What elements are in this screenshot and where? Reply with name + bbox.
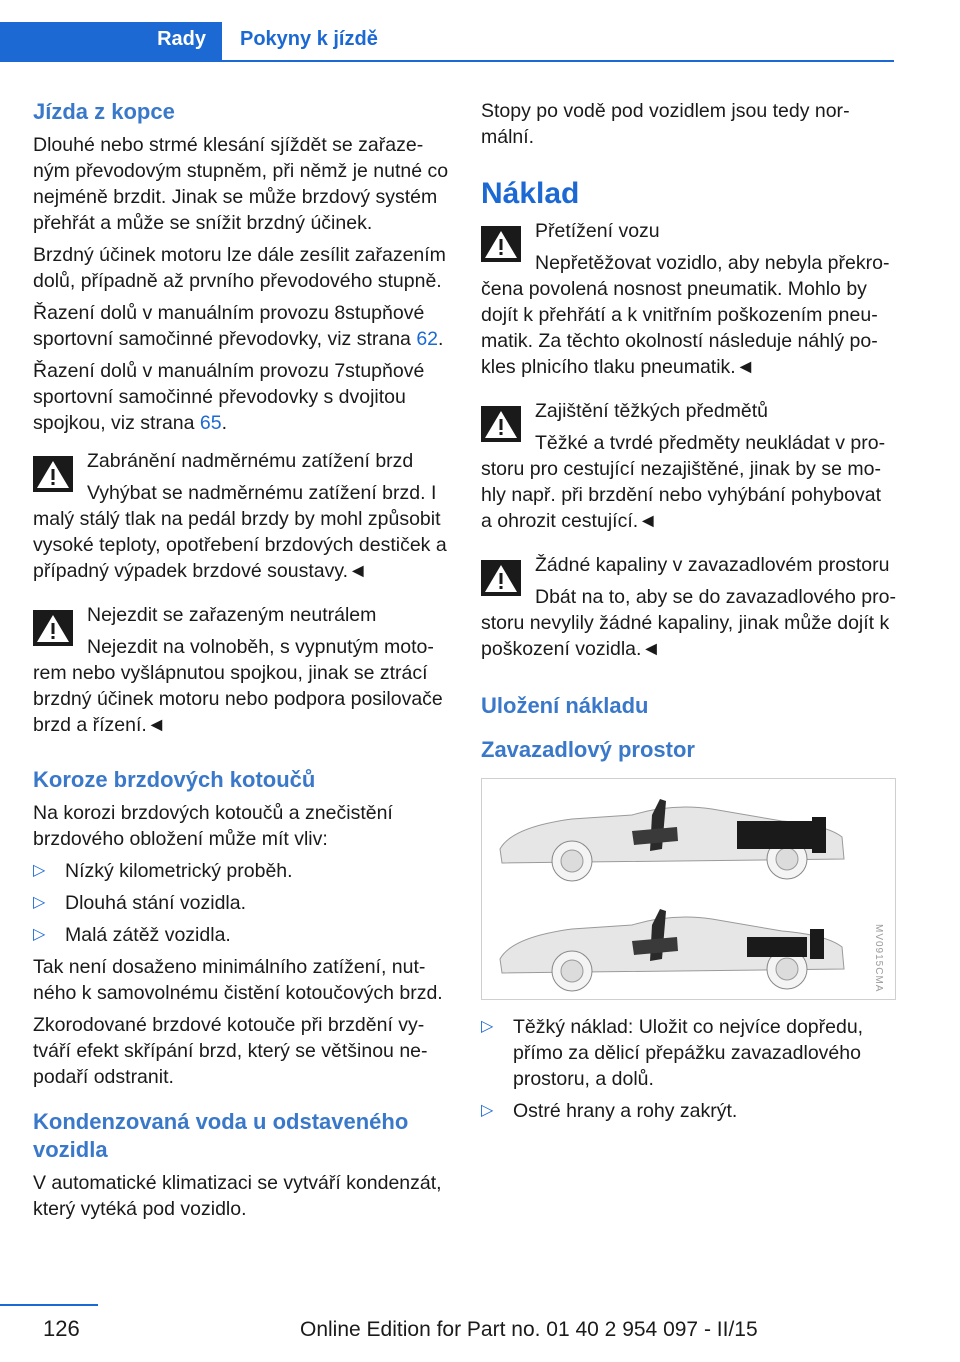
left-column [33, 98, 451, 1228]
paragraph: Řazení dolů v manuálním provozu 7stupňové sportovní samočinné převodovky s dvojitou spojkou, viz strana 65. [33, 360, 425, 434]
warning-icon [481, 406, 521, 442]
warning-block [481, 552, 896, 668]
warning-block [481, 218, 896, 386]
warning-text: Nejezdit na volnoběh, s vypnutým motorem nebo vyšlápnutou spojkou, jinak se ztrácí brzdný účinek motoru nebo podpora posilovače brzd a řízení.◄ [33, 636, 443, 736]
page-number-bar [0, 1304, 98, 1306]
paragraph: Brzdný účinek motoru lze dále zesílit zařazením dolů, případně až prvního převodového stupně. [33, 244, 446, 292]
heading-kondenzovana-voda: Kondenzovaná voda u odstaveného vozidla [33, 1109, 409, 1162]
paragraph: Zkorodované brzdové kotouče při brzdění vytváří efekt skřípání brzd, který se většinou nepodaří odstranit. [33, 1014, 428, 1088]
paragraph: Řazení dolů v manuálním provozu 8stupňové sportovní samočinné převodovky, viz strana 62. [33, 302, 444, 350]
warning-text: Těžké a tvrdé předměty neukládat v prostoru pro cestující nezajištěné, jinak by se mohly např. při brzdění nebo vyhýbání pohybovat a ohrozit cestující.◄ [481, 432, 886, 532]
warning-text: Dbát na to, aby se do zavazadlového prostoru nevylily žádné kapaliny, jinak může dojít k poškození vozidla.◄ [481, 586, 896, 660]
warning-icon [481, 226, 521, 262]
warning-icon [481, 560, 521, 596]
heading-jizda-z-kopce: Jízda z kopce [33, 99, 175, 124]
warning-block [33, 602, 451, 744]
warning-block [33, 448, 451, 590]
bullet-list [33, 858, 451, 948]
heading-ulozeni-nakladu: Uložení nákladu [481, 693, 649, 718]
warning-title: Nejezdit se zařazeným neutrálem [87, 604, 377, 626]
warning-text: Vyhýbat se nadměrnému zatížení brzd. I malý stálý tlak na pedál brzdy by mohl způsobit vysoké teploty, opotřebení brzdových destiček a případný výpadek brzdové soustavy.◄ [33, 482, 447, 582]
triangle-bullet-icon: ▷ [481, 1018, 494, 1035]
list-item: ▷ Ostré hrany a rohy zakrýt. [481, 1100, 738, 1122]
heading-naklad: Náklad [481, 177, 580, 210]
warning-title: Zajištění těžkých předmětů [535, 400, 769, 422]
car-illustration [482, 779, 895, 999]
warning-icon [33, 456, 73, 492]
triangle-bullet-icon: ▷ [33, 862, 46, 879]
warning-block [481, 398, 896, 540]
header-bar [0, 0, 894, 62]
triangle-bullet-icon: ▷ [481, 1102, 494, 1119]
page-link-65[interactable]: 65 [199, 412, 222, 434]
paragraph: V automatické klimatizaci se vytváří kondenzát, který vytéká pod vozidlo. [33, 1172, 442, 1220]
tab-pokyny-k-jizde[interactable]: Pokyny k jízdě [240, 28, 378, 50]
triangle-bullet-icon: ▷ [33, 926, 46, 943]
heading-koroze: Koroze brzdových kotoučů [33, 767, 316, 792]
triangle-bullet-icon: ▷ [33, 894, 46, 911]
edition-footer: Online Edition for Part no. 01 40 2 954 097 - II/15 [300, 1318, 758, 1341]
warning-text: Nepřetěžovat vozidlo, aby nebyla překročena povolená nosnost pneumatik. Mohlo by dojít k přehřátí a k vnitřním poškozením pneumatik. Za těchto okolností následuje náhlý pokles plnicího tlaku pneumatik.◄ [481, 252, 890, 378]
paragraph: Stopy po vodě pod vozidlem jsou tedy normální. [481, 100, 850, 148]
car-bottom [500, 909, 844, 991]
tab-rady[interactable]: Rady [0, 22, 222, 60]
paragraph: Tak není dosaženo minimálního zatížení, nutného k samovolnému čistění kotoučových brzd. [33, 956, 443, 1004]
right-column [481, 98, 896, 1130]
figure-code: MV0915CMA [873, 924, 884, 993]
bullet-list [481, 1014, 896, 1124]
list-item: ▷ Dlouhá stání vozidla. [33, 892, 247, 914]
list-item: ▷ Těžký náklad: Uložit co nejvíce dopředu, přímo za dělicí přepážku zavazadlového prostoru, a dolů. [481, 1016, 864, 1090]
list-item: ▷ Malá zátěž vozidla. [33, 924, 231, 946]
warning-title: Zabránění nadměrnému zatížení brzd [87, 450, 414, 472]
warning-icon [33, 610, 73, 646]
cargo-loading-illustration [481, 778, 896, 1000]
car-top [500, 799, 844, 881]
list-item: ▷ Nízký kilometrický proběh. [33, 860, 293, 882]
warning-title: Žádné kapaliny v zavazadlovém prostoru [535, 554, 890, 576]
page-number: 126 [43, 1316, 80, 1341]
paragraph: Dlouhé nebo strmé klesání sjíždět se zařazeným převodovým stupněm, při němž je nutné co nejméně brzdit. Jinak se může brzdový systém přehřát a může se snížit brzdný účinek. [33, 134, 449, 234]
warning-title: Přetížení vozu [535, 220, 660, 242]
paragraph: Na korozi brzdových kotoučů a znečistění brzdového obložení může mít vliv: [33, 802, 393, 850]
header-divider [0, 60, 894, 62]
heading-zavazadlovy-prostor: Zavazadlový prostor [481, 737, 695, 762]
page-link-62[interactable]: 62 [416, 328, 439, 350]
